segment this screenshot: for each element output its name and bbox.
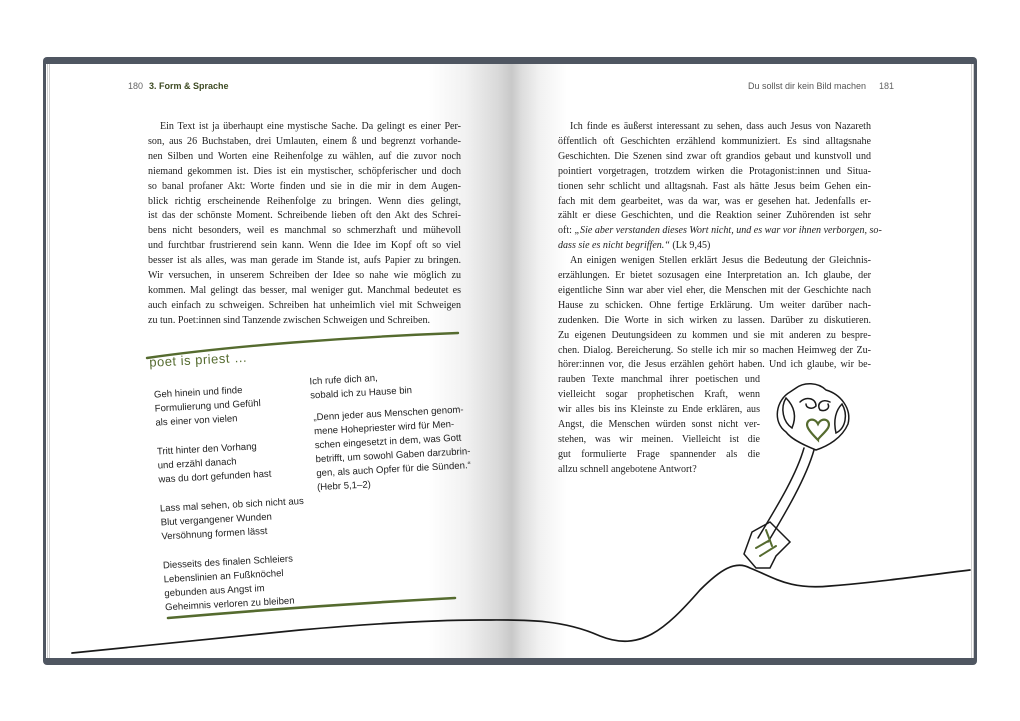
body-line: stehen, was wir meinen. Vielleicht ist die bbox=[558, 433, 760, 445]
poem-title: poet is priest … bbox=[148, 349, 248, 370]
body-line: Zu eigenen Deutungsideen zu kommen und sie mit anderen zu bespre- bbox=[558, 329, 871, 341]
body-line: eigentliche Sinn war aber viel eher, die Menschen mit der Geschichte nach bbox=[558, 284, 871, 296]
body-line: bens nicht besonders, weil es manchmal so schmerzhaft und mühevoll bbox=[148, 225, 461, 237]
poem-line: Blut vergangener Wunden bbox=[160, 511, 273, 529]
poem-line: Formulierung und Gefühl bbox=[154, 398, 262, 415]
body-line: zu tun. Poet:innen sind Tanzende zwischen Schweigen und Schreiben. bbox=[148, 314, 431, 326]
poem-line: mene Hohepriester wird für Men- bbox=[313, 418, 455, 438]
poem-upper-swoosh bbox=[147, 333, 458, 358]
body-line: und furchtbar frustrierend sein kann. Wenn die Idee im Kopf oft so viel bbox=[148, 240, 461, 252]
body-line: niemand gekommen ist. Dies ist ein mystischer, schöpferischer und doch bbox=[148, 165, 461, 177]
poem-line: als einer von vielen bbox=[155, 413, 238, 429]
body-line: Ein Text ist ja überhaupt eine mystische Sache. Da gelingt es einer Per- bbox=[160, 121, 461, 132]
body-line: Angst, die Menschen würden sonst nicht ver- bbox=[558, 419, 760, 431]
body-line: erzählungen. Er bietet sozusagen eine Interpretation an. Ich glaube, der bbox=[558, 270, 871, 281]
body-line: rauben Texte manchmal ihrer poetischen und bbox=[558, 374, 760, 386]
body-line: Ich finde es äußerst interessant zu sehen, dass auch Jesus von Nazareth bbox=[570, 121, 871, 132]
body-line: gut formulierte Frage spannender als die bbox=[558, 448, 760, 460]
poem-line: gebunden aus Angst im bbox=[164, 583, 265, 600]
body-line: chen. Dialog. Bereicherung. So stelle ich mir so machen Heimweg der Zu- bbox=[558, 344, 871, 356]
poem-lower-swoosh bbox=[168, 598, 455, 618]
body-line: tionen sehr schlicht und alltagsnah. Fast als hätte Jesus beim Gehen ein- bbox=[558, 180, 871, 192]
body-line: wir alles bis ins Kleinste zu Ende erklären, aus bbox=[558, 404, 760, 416]
poem-line: und erzähl danach bbox=[157, 456, 237, 472]
right-paragraph-quote: oft: „Sie aber verstanden dieses Wort nicht, und es war vor ihnen verborgen, so- dass sie es nicht begriffen.“ (Lk 9,45) bbox=[558, 225, 882, 252]
poem-line: sobald ich zu Hause bin bbox=[309, 385, 413, 402]
poem-line: Versöhnung formen lässt bbox=[161, 525, 268, 543]
luke-quote-line-1: „Sie aber verstanden dieses Wort nicht, und es war vor ihnen verborgen, so- bbox=[574, 225, 882, 237]
key-icon bbox=[744, 384, 849, 568]
body-line: son, aus 26 Buchstaben, drei Umlauten, einem ß und begrenzt vorhande- bbox=[148, 135, 461, 147]
poem-line: Geheimnis verloren zu bleiben bbox=[164, 595, 295, 614]
poem-line: Ich rufe dich an, bbox=[309, 372, 378, 388]
body-line: besser ist als alles, was man gerade im Stande ist, aufs Papier zu bringen. bbox=[148, 255, 461, 267]
body-line: ist das der schönste Moment. Schreibende lieben oft den Akt des Schrei- bbox=[148, 210, 461, 222]
body-line: allzu schnell angebotene Antwort? bbox=[558, 463, 697, 475]
left-page-number: 180 bbox=[128, 81, 144, 91]
body-line: pointiert vorgetragen, trotzdem wirken die Protagonist:innen und Situa- bbox=[558, 165, 871, 177]
body-line: blick richtig erscheinende Reihenfolge zu bringen. Wenn dies gelingt, bbox=[148, 195, 461, 207]
poem-line: Diesseits des finalen Schleiers bbox=[162, 553, 294, 572]
poem-line: (Hebr 5,1–2) bbox=[316, 479, 372, 494]
luke-quote-line-2: dass sie es nicht begriffen.“ bbox=[558, 240, 670, 252]
body-line: zudenken. Die Worte in sich wirken zu lassen. Darüber zu diskutieren. bbox=[558, 314, 871, 326]
body-line: Geschichten. Die Szenen sind zwar oft grandios gebaut und kunstvoll und bbox=[558, 150, 871, 162]
body-line: Wir versuchen, in unserem Schreiben der Idee so nahe wie möglich zu bbox=[148, 270, 461, 282]
right-running-head: Du sollst dir kein Bild machen bbox=[748, 81, 867, 91]
hand-drawn-ground-line bbox=[72, 565, 970, 653]
poem-line: „Denn jeder aus Menschen genom- bbox=[313, 404, 464, 424]
body-line: auch einfach zu schweigen. Schreiben hat unheimlich viel mit Schweigen bbox=[148, 299, 461, 311]
body-line: kommen. Mal gelingt das besser, mal weniger gut. Manchmal bedeutet es bbox=[148, 284, 461, 296]
body-line: Hause zu schicken. Ohne fertige Erklärung. Um weiter darüber nach- bbox=[558, 299, 871, 311]
body-line: vielleicht sogar prophetischen Kraft, wenn bbox=[558, 389, 760, 401]
poem-line: Lass mal sehen, ob sich nicht aus bbox=[159, 495, 305, 515]
poem-line: Geh hinein und finde bbox=[153, 384, 243, 401]
body-line: so banal profaner Akt: Worte finden und sie in die mir in dem Augen- bbox=[148, 180, 461, 192]
poem-line: Lebenslinien an Fußknöchel bbox=[163, 568, 284, 586]
poem-line: was du dort gefunden hast bbox=[158, 468, 272, 486]
poem-line: gen, als auch Opfer für die Sünden.“ bbox=[316, 460, 472, 480]
body-line: zählt er diese Geschichten, und die Reaktion seiner Zuhörenden ist sehr bbox=[558, 210, 871, 222]
luke-reference: (Lk 9,45) bbox=[669, 240, 711, 252]
body-line: nen Silben und Worten eine Reihenfolge zu wählen, auf die zuvor noch bbox=[148, 150, 461, 162]
left-running-head: 3. Form & Sprache bbox=[149, 81, 229, 91]
body-line: An einigen wenigen Stellen erklärt Jesus die Bedeutung der Gleichnis- bbox=[570, 255, 871, 267]
right-page-number: 181 bbox=[879, 81, 895, 91]
poem-line: Tritt hinter den Vorhang bbox=[156, 441, 258, 458]
body-line: fach mit dem gearbeitet, was da war, was er gesehen hat. Jedenfalls er- bbox=[558, 195, 871, 207]
body-line: öffentlich oft Geschichten erzählend kommuniziert. Es sind alltagsnahe bbox=[558, 135, 871, 147]
body-line: hörer:innen vor, die Jesus erzählen gehört haben. Und ich glaube, wir be- bbox=[558, 359, 871, 371]
poem-line: betrifft, um sowohl Gaben darzubrin- bbox=[315, 446, 471, 466]
poem-line: schen eingesetzt in dem, was Gott bbox=[314, 432, 462, 452]
